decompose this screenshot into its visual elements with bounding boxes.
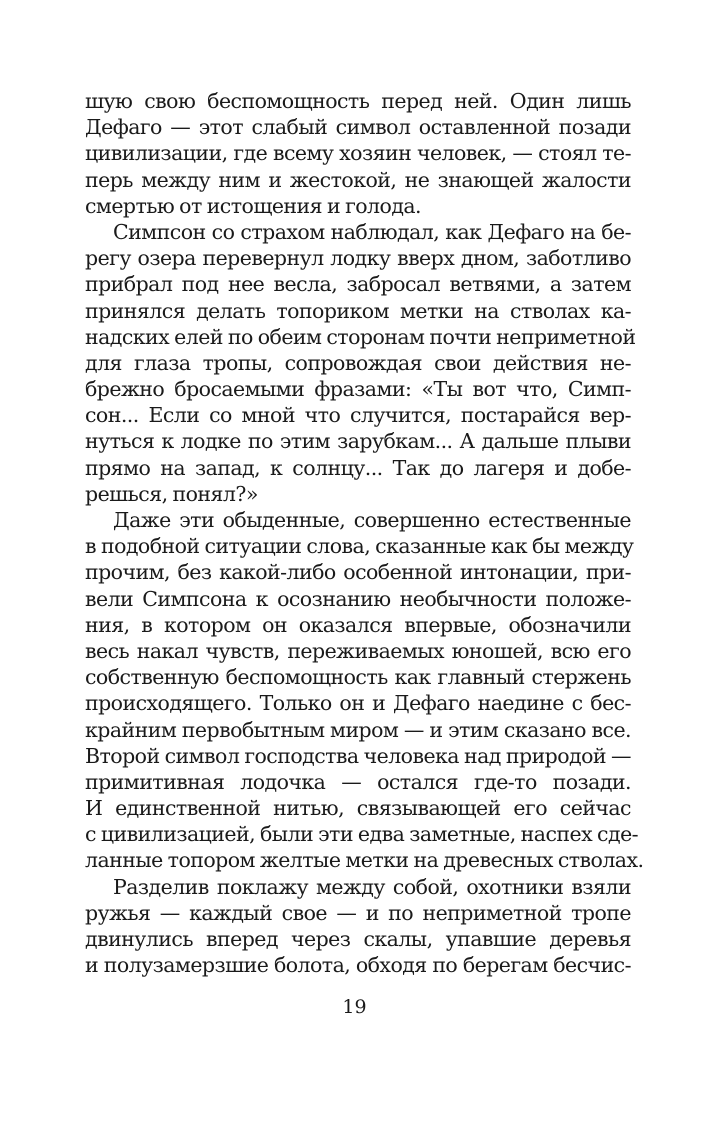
text-line: ланные топором желтые метки на древесных стволах. bbox=[85, 848, 644, 873]
paragraph-3 bbox=[85, 507, 644, 874]
text-line: Дефаго — этот слабый символ оставленной позади bbox=[85, 115, 631, 140]
text-line: нуться к лодке по этим зарубкам... А дальше плыви bbox=[85, 429, 631, 454]
text-line: Даже эти обыденные, совершенно естественные bbox=[113, 508, 631, 532]
text-line: с цивилизацией, были эти едва заметные, наспех сде- bbox=[85, 822, 639, 847]
text-line: цивилизации, где всему хозяин человек, — стоял те- bbox=[85, 141, 631, 166]
text-line: двинулись вперед через скалы, упавшие деревья bbox=[85, 927, 631, 951]
text-line: принялся делать топориком метки на стволах ка- bbox=[85, 298, 631, 323]
text-line: ния, в котором он оказался впервые, обозначили bbox=[85, 612, 631, 637]
text-line: И единственной нитью, связывающей его сейчас bbox=[85, 796, 631, 821]
text-line: собственную беспомощность как главный стержень bbox=[85, 665, 631, 690]
text-line: прибрал под нее весла, забросал ветвями, а затем bbox=[85, 272, 631, 297]
page-number: 19 bbox=[342, 996, 367, 1018]
text-line: решься, понял?» bbox=[85, 481, 258, 506]
text-line: брежно бросаемыми фразами: «Ты вот что, Симп- bbox=[85, 377, 631, 402]
paragraph-2 bbox=[85, 219, 636, 507]
paragraph-4 bbox=[85, 874, 631, 979]
text-line: смертью от истощения и голода. bbox=[85, 193, 422, 218]
text-line: крайним первобытным миром — и этим сказано все. bbox=[85, 717, 631, 742]
text-line: примитивная лодочка — остался где-то позади. bbox=[85, 769, 631, 794]
text-line: шую свою беспомощность перед ней. Один лишь bbox=[85, 89, 631, 113]
text-line: перь между ним и жестокой, не знающей жалости bbox=[85, 167, 631, 192]
text-line: прямо на запад, к солнцу... Так до лагеря и добе- bbox=[85, 455, 631, 480]
text-line: в подобной ситуации слова, сказанные как бы между bbox=[85, 534, 634, 559]
text-line: и полузамерзшие болота, обходя по берегам бесчис- bbox=[85, 953, 631, 978]
text-line: весь накал чувств, переживаемых юношей, всю его bbox=[85, 638, 631, 663]
text-line: для глаза тропы, сопровождая свои действия не- bbox=[85, 350, 631, 375]
text-line: ружья — каждый свое — и по неприметной тропе bbox=[85, 900, 631, 925]
paragraph-1 bbox=[85, 88, 631, 219]
text-line: прочим, без какой-либо особенной интонации, при- bbox=[85, 560, 631, 585]
text-line: вели Симпсона к осознанию необычности положе- bbox=[85, 586, 631, 611]
text-line: регу озера перевернул лодку вверх дном, заботливо bbox=[85, 246, 631, 271]
text-line: Разделив поклажу между собой, охотники взяли bbox=[113, 874, 631, 899]
text-line: Второй символ господства человека над природой — bbox=[85, 743, 631, 768]
body-text bbox=[85, 88, 644, 978]
text-line: происходящего. Только он и Дефаго наедине с бес- bbox=[85, 691, 631, 716]
text-line: Симпсон со страхом наблюдал, как Дефаго на бе- bbox=[113, 219, 631, 244]
text-line: надских елей по обеим сторонам почти неприметной bbox=[85, 324, 636, 349]
text-line: сон... Если со мной что случится, постарайся вер- bbox=[85, 403, 631, 428]
